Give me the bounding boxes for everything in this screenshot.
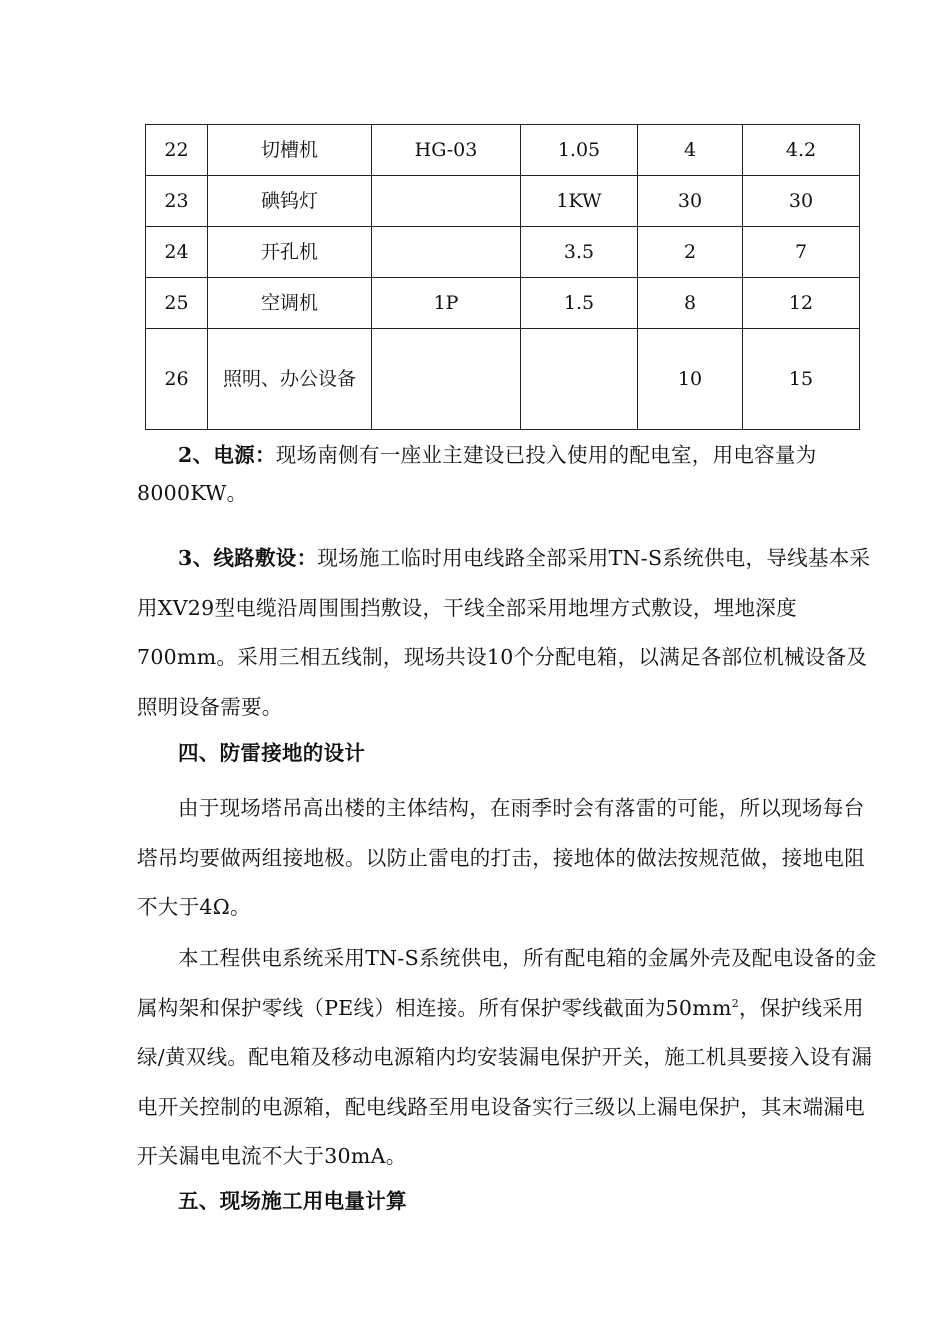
row-number: 22 <box>146 125 208 176</box>
table-row <box>146 278 860 329</box>
quantity: 8 <box>638 278 743 329</box>
quantity: 2 <box>638 227 743 278</box>
equipment-name: 空调机 <box>208 278 372 329</box>
unit-power: 1KW <box>521 176 638 227</box>
table-row <box>146 329 860 430</box>
table-row <box>146 125 860 176</box>
row-number: 23 <box>146 176 208 227</box>
equipment-model <box>372 227 521 278</box>
equipment-name: 照明、办公设备 <box>208 329 372 430</box>
lightning-heading: 四、防雷接地的设计 <box>178 741 366 765</box>
equipment-name: 开孔机 <box>208 227 372 278</box>
total-power: 7 <box>743 227 860 278</box>
lightning-paragraph-2-a: 本工程供电系统采用TN-S系统供电，所有配电箱的金属外壳及配电设备的金属构架和保护零线（PE线）相连接。所有保护零线截面为50mm <box>137 946 877 1020</box>
row-number: 24 <box>146 227 208 278</box>
equipment-model: HG-03 <box>372 125 521 176</box>
row-number: 26 <box>146 329 208 430</box>
quantity: 4 <box>638 125 743 176</box>
line-paragraph <box>137 534 877 732</box>
power-text: 现场南侧有一座业主建设已投入使用的配电室，用电容量为8000KW。 <box>137 443 817 505</box>
equipment-model: 1P <box>372 278 521 329</box>
equipment-name: 碘钨灯 <box>208 176 372 227</box>
calc-heading: 五、现场施工用电量计算 <box>178 1189 407 1213</box>
total-power: 4.2 <box>743 125 860 176</box>
lightning-paragraph-2-b: ，保护线采用绿/黄双线。配电箱及移动电源箱内均安装漏电保护开关，施工机具要接入设有漏电开关控制的电源箱，配电线路至用电设备实行三级以上漏电保护，其末端漏电开关漏电电流不大于30mA。 <box>137 995 873 1168</box>
table-row <box>146 176 860 227</box>
lightning-paragraph-2 <box>137 934 877 1182</box>
unit-power: 3.5 <box>521 227 638 278</box>
line-text: 现场施工临时用电线路全部采用TN-S系统供电，导线基本采用XV29型电缆沿周围围挡敷设，干线全部采用地埋方式敷设，埋地深度700mm。采用三相五线制，现场共设10个分配电箱，以满足各部位机械设备及照明设备需要。 <box>137 546 871 719</box>
unit-power <box>521 329 638 430</box>
unit-power: 1.05 <box>521 125 638 176</box>
equipment-table <box>145 124 860 430</box>
quantity: 30 <box>638 176 743 227</box>
row-number: 25 <box>146 278 208 329</box>
total-power: 15 <box>743 329 860 430</box>
line-label: 3、线路敷设： <box>178 546 318 570</box>
total-power: 30 <box>743 176 860 227</box>
square-superscript: 2 <box>731 996 740 1010</box>
lightning-paragraph-1: 由于现场塔吊高出楼的主体结构，在雨季时会有落雷的可能，所以现场每台塔吊均要做两组接地极。以防止雷电的打击，接地体的做法按规范做，接地电阻不大于4Ω。 <box>137 796 865 919</box>
equipment-model <box>372 176 521 227</box>
equipment-name: 切槽机 <box>208 125 372 176</box>
total-power: 12 <box>743 278 860 329</box>
equipment-model <box>372 329 521 430</box>
unit-power: 1.5 <box>521 278 638 329</box>
quantity: 10 <box>638 329 743 430</box>
power-label: 2、电源： <box>178 443 276 467</box>
power-paragraph <box>137 436 877 512</box>
table-row <box>146 227 860 278</box>
